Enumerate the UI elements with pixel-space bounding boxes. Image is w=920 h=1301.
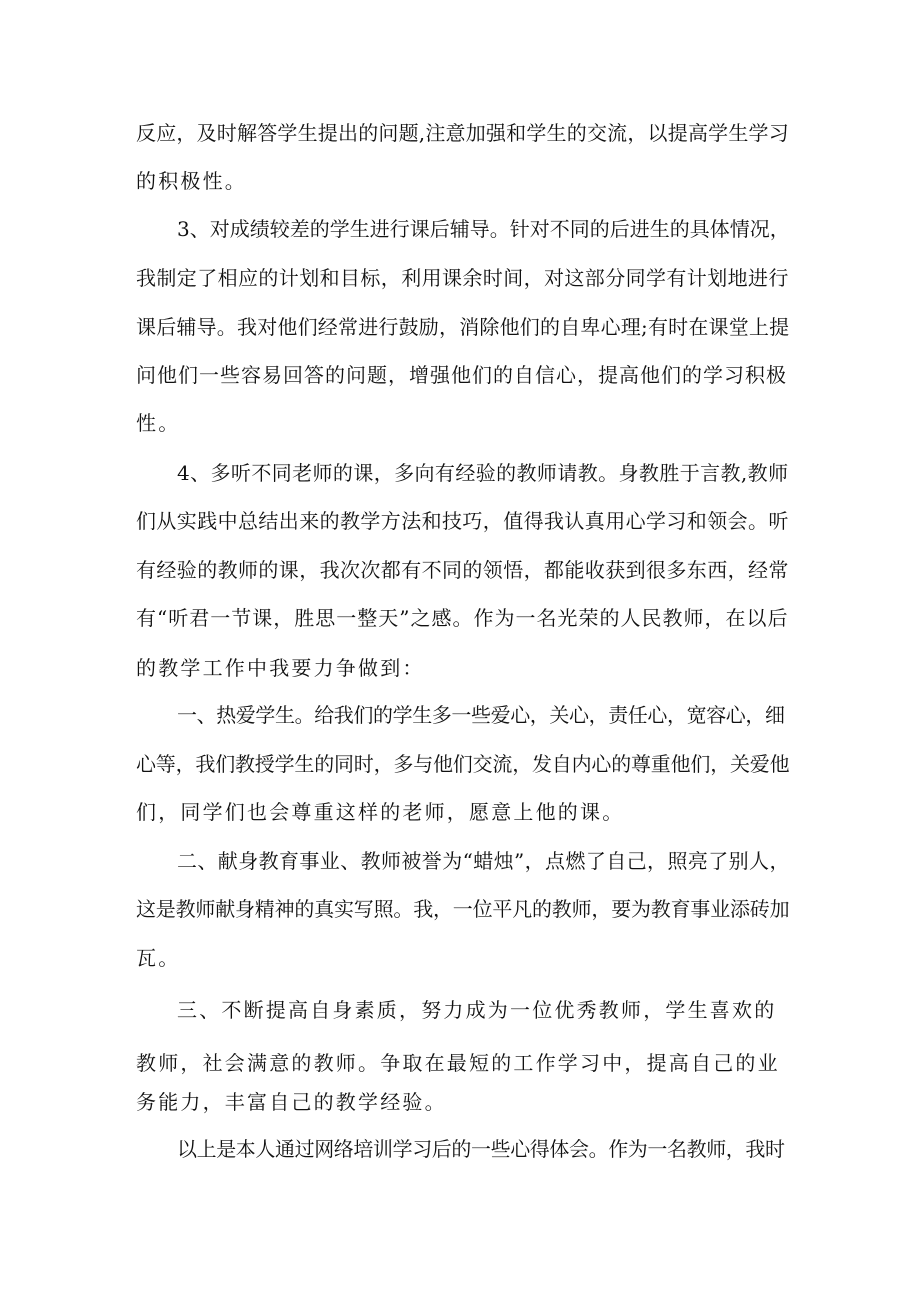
text-line: 有“听君一节课，胜思一整天”之感。作为一名光荣的人民教师，在以后 xyxy=(136,606,789,630)
text-line: 二、献身教育事业、教师被誉为“蜡烛”，点燃了自己，照亮了别人， xyxy=(177,849,790,873)
text-line: 一、热爱学生。给我们的学生多一些爱心，关心，责任心，宽容心，细 xyxy=(177,703,785,727)
text-line: 们，同学们也会尊重这样的老师，愿意上他的课。 xyxy=(136,800,625,824)
text-line: 心等，我们教授学生的同时，多与他们交流，发自内心的尊重他们，关爱他 xyxy=(136,752,790,776)
text-line: 们从实践中总结出来的教学方法和技巧，值得我认真用心学习和领会。听 xyxy=(136,509,789,533)
text-line: 问他们一些容易回答的问题，增强他们的自信心，提高他们的学习积极 xyxy=(136,363,787,387)
text-line: 的积极性。 xyxy=(136,169,247,193)
text-line: 务能力，丰富自己的教学经验。 xyxy=(136,1090,447,1114)
text-line: 4、多听不同老师的课，多向有经验的教师请教。身教胜于言教,教师 xyxy=(177,461,789,485)
text-line: 课后辅导。我对他们经常进行鼓励，消除他们的自卑心理;有时在课堂上提 xyxy=(136,315,790,339)
text-line: 三、不断提高自身素质，努力成为一位优秀教师，学生喜欢的 xyxy=(177,998,777,1022)
text-line: 瓦。 xyxy=(136,946,181,970)
text-line: 有经验的教师的课，我次次都有不同的领悟，都能收获到很多东西，经常 xyxy=(136,558,789,582)
text-line: 这是教师献身精神的真实写照。我，一位平凡的教师，要为教育事业添砖加 xyxy=(136,897,790,921)
text-line: 反应，及时解答学生提出的问题,注意加强和学生的交流，以提高学生学习 xyxy=(136,121,789,145)
text-line: 我制定了相应的计划和目标，利用课余时间，对这部分同学有计划地进行 xyxy=(136,266,789,290)
text-line: 3、对成绩较差的学生进行课后辅导。针对不同的后进生的具体情况， xyxy=(177,217,790,241)
text-line: 性。 xyxy=(136,411,181,435)
text-line: 以上是本人通过网络培训学习后的一些心得体会。作为一名教师，我时 xyxy=(177,1137,785,1161)
text-line: 的教学工作中我要力争做到： xyxy=(136,656,425,680)
text-line: 教师，社会满意的教师。争取在最短的工作学习中，提高自己的业 xyxy=(136,1051,780,1075)
